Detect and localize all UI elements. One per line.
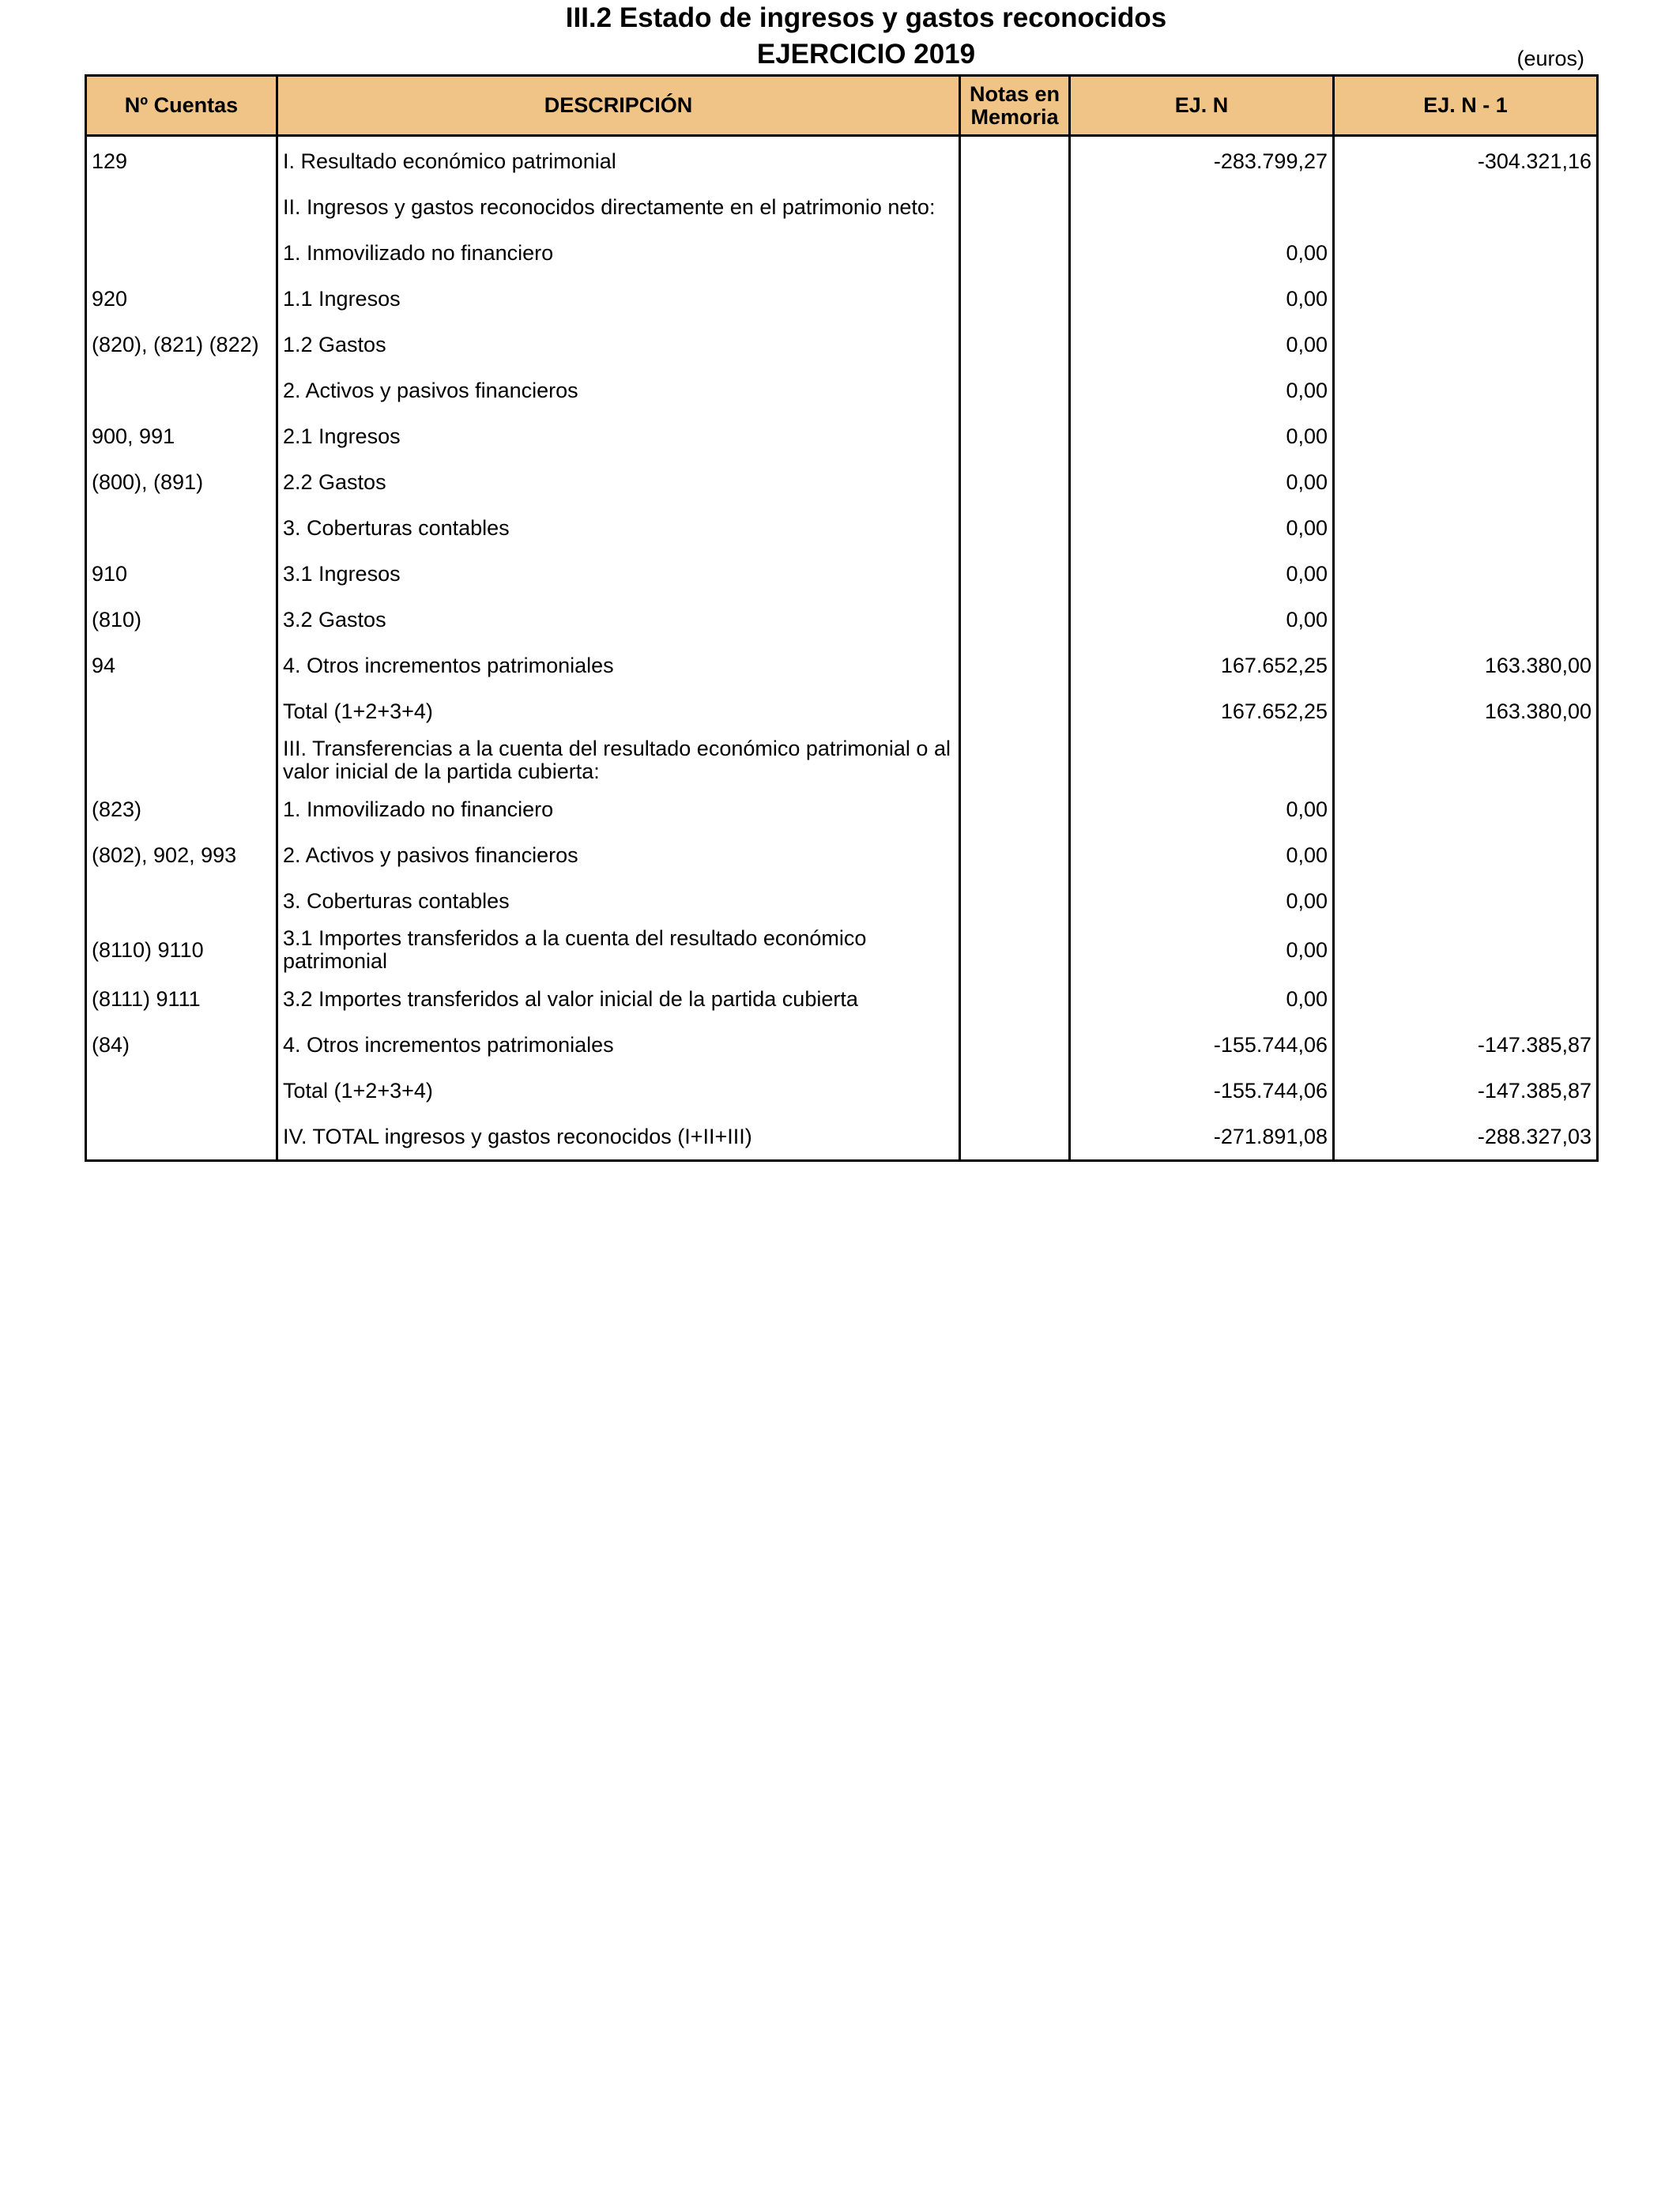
table-row	[86, 184, 1598, 230]
cell-ej-n1	[1334, 878, 1598, 924]
units-label: (euros)	[1516, 47, 1584, 70]
cell-notas	[960, 413, 1070, 459]
cell-cuenta: (823)	[86, 786, 277, 832]
cell-notas	[960, 230, 1070, 276]
statement-table	[85, 74, 1599, 1162]
cell-ej-n1	[1334, 368, 1598, 413]
cell-cuenta: 910	[86, 551, 277, 597]
cell-ej-n1	[1334, 597, 1598, 643]
column-header-cuentas: Nº Cuentas	[86, 76, 277, 136]
cell-notas	[960, 322, 1070, 368]
cell-cuenta	[86, 230, 277, 276]
cell-ej-n1	[1334, 184, 1598, 230]
cell-descripcion: 3. Coberturas contables	[277, 505, 960, 551]
table-row	[86, 136, 1598, 185]
cell-notas	[960, 505, 1070, 551]
table-row	[86, 276, 1598, 322]
cell-cuenta	[86, 734, 277, 786]
table-row	[86, 878, 1598, 924]
table-row	[86, 1114, 1598, 1161]
column-header-ej-n: EJ. N	[1070, 76, 1334, 136]
column-header-descripcion: DESCRIPCIÓN	[277, 76, 960, 136]
cell-ej-n1	[1334, 551, 1598, 597]
cell-ej-n1: -147.385,87	[1334, 1022, 1598, 1068]
cell-descripcion: III. Transferencias a la cuenta del resultado económico patrimonial o al valor inicial de la partida cubierta:	[277, 734, 960, 786]
cell-ej-n: 0,00	[1070, 322, 1334, 368]
cell-cuenta	[86, 505, 277, 551]
cell-cuenta: (8110) 9110	[86, 924, 277, 976]
table-row	[86, 688, 1598, 734]
cell-ej-n1: 163.380,00	[1334, 643, 1598, 688]
table-row	[86, 734, 1598, 786]
cell-ej-n: 0,00	[1070, 832, 1334, 878]
cell-notas	[960, 368, 1070, 413]
cell-ej-n1: -288.327,03	[1334, 1114, 1598, 1161]
cell-ej-n: 0,00	[1070, 505, 1334, 551]
cell-notas	[960, 976, 1070, 1022]
cell-notas	[960, 184, 1070, 230]
cell-notas	[960, 1068, 1070, 1114]
report-title: III.2 Estado de ingresos y gastos reconocidos	[565, 2, 1167, 33]
cell-ej-n: 0,00	[1070, 276, 1334, 322]
cell-cuenta: (8111) 9111	[86, 976, 277, 1022]
cell-cuenta: 129	[86, 136, 277, 185]
cell-ej-n1	[1334, 976, 1598, 1022]
cell-descripcion: 1.1 Ingresos	[277, 276, 960, 322]
cell-notas	[960, 459, 1070, 505]
table-row	[86, 551, 1598, 597]
cell-ej-n: 0,00	[1070, 976, 1334, 1022]
table-header-row	[86, 76, 1598, 136]
cell-descripcion: 2. Activos y pasivos financieros	[277, 368, 960, 413]
table-row	[86, 505, 1598, 551]
cell-cuenta: 94	[86, 643, 277, 688]
cell-notas	[960, 786, 1070, 832]
cell-cuenta: (84)	[86, 1022, 277, 1068]
cell-descripcion: II. Ingresos y gastos reconocidos directamente en el patrimonio neto:	[277, 184, 960, 230]
cell-ej-n1	[1334, 230, 1598, 276]
cell-cuenta: (800), (891)	[86, 459, 277, 505]
cell-ej-n	[1070, 184, 1334, 230]
column-header-ej-n1: EJ. N - 1	[1334, 76, 1598, 136]
table-row	[86, 924, 1598, 976]
cell-descripcion: 2.2 Gastos	[277, 459, 960, 505]
cell-ej-n1: -147.385,87	[1334, 1068, 1598, 1114]
cell-ej-n: -155.744,06	[1070, 1068, 1334, 1114]
cell-ej-n1	[1334, 413, 1598, 459]
cell-ej-n1	[1334, 276, 1598, 322]
table-row	[86, 1068, 1598, 1114]
cell-ej-n: 0,00	[1070, 551, 1334, 597]
cell-descripcion: 3.2 Importes transferidos al valor inicial de la partida cubierta	[277, 976, 960, 1022]
cell-ej-n: -155.744,06	[1070, 1022, 1334, 1068]
cell-cuenta: (810)	[86, 597, 277, 643]
cell-notas	[960, 832, 1070, 878]
table-row	[86, 1022, 1598, 1068]
cell-descripcion: IV. TOTAL ingresos y gastos reconocidos (I+II+III)	[277, 1114, 960, 1161]
cell-descripcion: 2.1 Ingresos	[277, 413, 960, 459]
cell-cuenta	[86, 1068, 277, 1114]
cell-ej-n: 0,00	[1070, 413, 1334, 459]
cell-descripcion: 3.1 Importes transferidos a la cuenta del resultado económico patrimonial	[277, 924, 960, 976]
table-row	[86, 597, 1598, 643]
table-row	[86, 230, 1598, 276]
cell-ej-n: 0,00	[1070, 597, 1334, 643]
cell-notas	[960, 878, 1070, 924]
cell-ej-n1	[1334, 459, 1598, 505]
cell-descripcion: 4. Otros incrementos patrimoniales	[277, 643, 960, 688]
cell-notas	[960, 1114, 1070, 1161]
table-row	[86, 368, 1598, 413]
table-row	[86, 643, 1598, 688]
cell-ej-n: 167.652,25	[1070, 688, 1334, 734]
cell-ej-n: -271.891,08	[1070, 1114, 1334, 1161]
cell-descripcion: 1. Inmovilizado no financiero	[277, 230, 960, 276]
cell-cuenta: (802), 902, 993	[86, 832, 277, 878]
cell-notas	[960, 551, 1070, 597]
cell-descripcion: I. Resultado económico patrimonial	[277, 136, 960, 185]
cell-notas	[960, 924, 1070, 976]
cell-ej-n: 0,00	[1070, 786, 1334, 832]
cell-ej-n: -283.799,27	[1070, 136, 1334, 185]
cell-ej-n1	[1334, 734, 1598, 786]
cell-descripcion: 1. Inmovilizado no financiero	[277, 786, 960, 832]
cell-cuenta	[86, 688, 277, 734]
cell-descripcion: 3.1 Ingresos	[277, 551, 960, 597]
table-body	[86, 136, 1598, 1161]
cell-cuenta: (820), (821) (822)	[86, 322, 277, 368]
table-row	[86, 413, 1598, 459]
table-row	[86, 786, 1598, 832]
column-header-notas: Notas en Memoria	[960, 76, 1070, 136]
cell-cuenta	[86, 878, 277, 924]
cell-cuenta	[86, 184, 277, 230]
table-row	[86, 322, 1598, 368]
cell-cuenta: 900, 991	[86, 413, 277, 459]
cell-descripcion: 2. Activos y pasivos financieros	[277, 832, 960, 878]
cell-notas	[960, 643, 1070, 688]
cell-ej-n: 0,00	[1070, 230, 1334, 276]
cell-ej-n: 0,00	[1070, 368, 1334, 413]
cell-ej-n1	[1334, 505, 1598, 551]
report-subtitle: EJERCICIO 2019	[756, 39, 976, 70]
cell-ej-n1	[1334, 322, 1598, 368]
cell-ej-n1	[1334, 924, 1598, 976]
cell-notas	[960, 597, 1070, 643]
cell-ej-n1	[1334, 832, 1598, 878]
cell-notas	[960, 1022, 1070, 1068]
cell-descripcion: 1.2 Gastos	[277, 322, 960, 368]
cell-descripcion: 4. Otros incrementos patrimoniales	[277, 1022, 960, 1068]
cell-descripcion: 3. Coberturas contables	[277, 878, 960, 924]
cell-descripcion: 3.2 Gastos	[277, 597, 960, 643]
table-row	[86, 976, 1598, 1022]
cell-cuenta	[86, 1114, 277, 1161]
table-row	[86, 832, 1598, 878]
cell-ej-n: 0,00	[1070, 459, 1334, 505]
cell-ej-n: 0,00	[1070, 924, 1334, 976]
cell-ej-n	[1070, 734, 1334, 786]
cell-descripcion: Total (1+2+3+4)	[277, 1068, 960, 1114]
cell-ej-n: 167.652,25	[1070, 643, 1334, 688]
table-row	[86, 459, 1598, 505]
cell-ej-n: 0,00	[1070, 878, 1334, 924]
cell-cuenta: 920	[86, 276, 277, 322]
cell-ej-n1: -304.321,16	[1334, 136, 1598, 185]
cell-cuenta	[86, 368, 277, 413]
cell-ej-n1: 163.380,00	[1334, 688, 1598, 734]
cell-notas	[960, 688, 1070, 734]
cell-notas	[960, 734, 1070, 786]
cell-ej-n1	[1334, 786, 1598, 832]
cell-notas	[960, 276, 1070, 322]
cell-descripcion: Total (1+2+3+4)	[277, 688, 960, 734]
cell-notas	[960, 136, 1070, 185]
